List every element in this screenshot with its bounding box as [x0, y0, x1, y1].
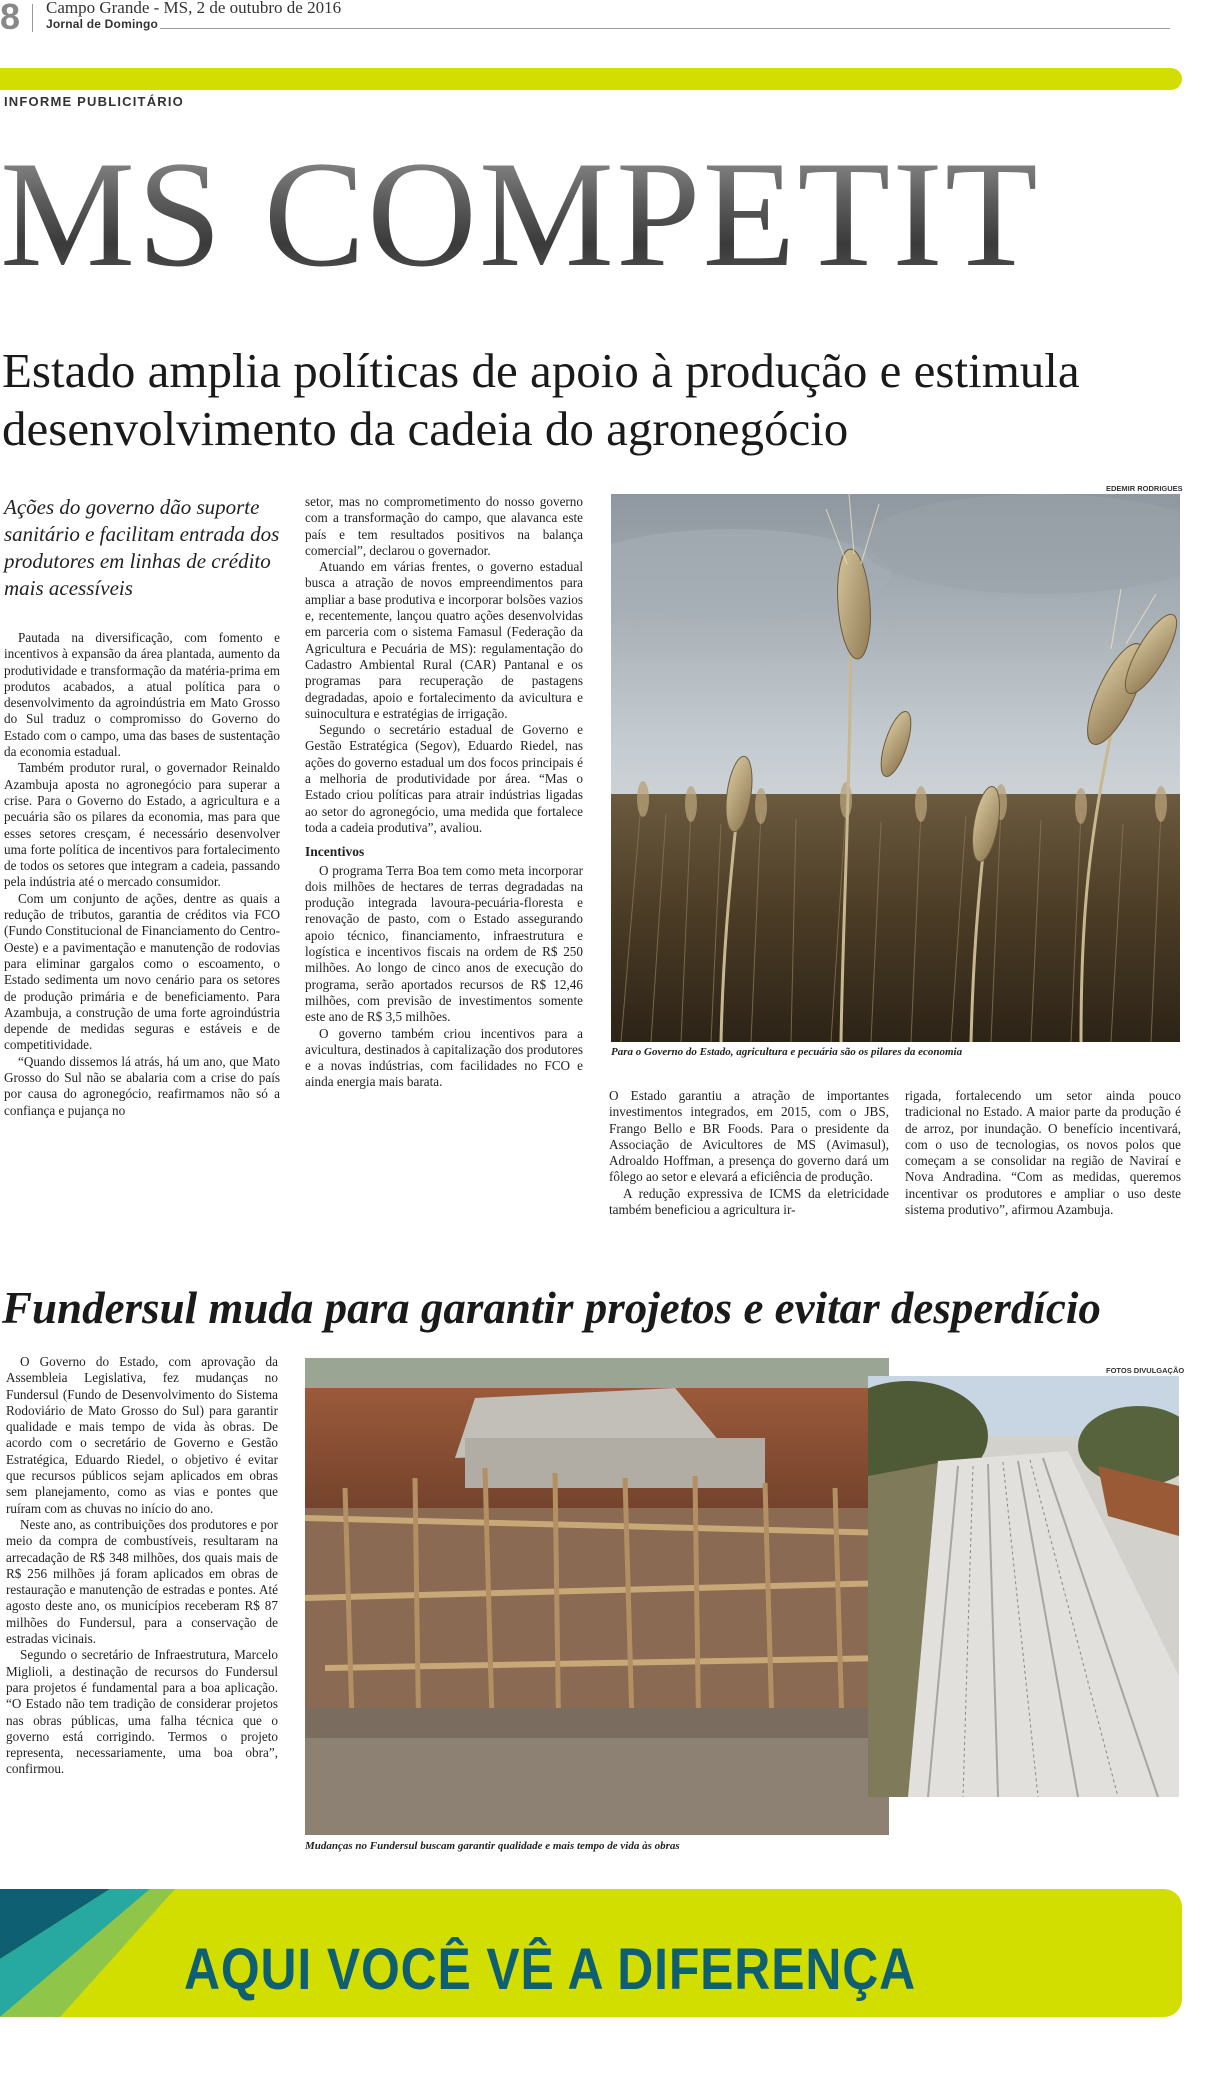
fundersul-column [6, 1354, 278, 1778]
bridge-beams-photo [868, 1376, 1179, 1797]
paragraph: O Governo do Estado, com aprovação da Assembleia Legislativa, fez mudanças no Fundersul (Fundo de Desenvolvimento do Sistema Rodoviário de Mato Grosso do Sul) para garantir qualidade e mais tempo de vida às obras. De acordo com o secretário de Governo e Gestão Estratégica, Eduardo Riedel, o objetivo é evitar que recursos públicos sejam aplicados em obras sem planejamento, como as vias e pontes que ruíram com as chuvas no início do ano. [6, 1354, 278, 1516]
paragraph: Atuando em várias frentes, o governo estadual busca a atração de novos empreendimentos para ampliar a base produtiva e incorporar bolsões vazios e, recentemente, lançou quatro ações desenvolvidas em parceria com o sistema Famasul (Federação da Agricultura e Pecuária de MS): regulamentação do Cadastro Ambiental Rural (CAR) Pantanal e os programas para recuperação de pastagens degradadas, apoio e fortalecimento da avicultura e suinocultura e estratégias de irrigação. [305, 559, 583, 721]
secondary-headline: Fundersul muda para garantir projetos e evitar desperdício [2, 1283, 1101, 1333]
banner-slogan: AQUI VOCÊ VÊ A DIFERENÇA [184, 1937, 916, 2002]
article-column-1 [4, 630, 280, 1119]
header-rule [160, 28, 1170, 29]
article-column-2 [305, 494, 583, 1091]
paragraph: setor, mas no comprometimento do nosso governo com a transformação do campo, que alavanca este país e tem resultados positivos na balança comercial”, declarou o governador. [305, 494, 583, 558]
photo-credit: EDEMIR RODRIGUES [1106, 484, 1183, 493]
photo-credit: FOTOS DIVULGAÇÃO [1106, 1366, 1185, 1375]
photo-caption: Mudanças no Fundersul buscam garantir qualidade e mais tempo de vida às obras [305, 1840, 680, 1852]
header-divider [32, 4, 33, 32]
bridge-construction-photo [305, 1358, 889, 1835]
banner-logo-graphic [0, 1889, 180, 2017]
green-band [0, 68, 1182, 90]
wheat-photo [611, 494, 1180, 1042]
paragraph: A redução expressiva de ICMS da eletricidade também beneficiou a agricultura ir- [609, 1185, 889, 1218]
subhead-incentivos: Incentivos [305, 844, 365, 860]
big-title: MS COMPETIT [0, 130, 1040, 298]
big-title-container [0, 130, 1205, 310]
paragraph: Segundo o secretário de Infraestrutura, Marcelo Miglioli, a destinação de recursos do Fundersul para projetos é fundamental para a boa aplicação. “O Estado não tem tradição de considerar projetos nas obras públicas, uma falha técnica que o governo está corrigindo. Termos o projeto representa, necessariamente, uma boa obra”, confirmou. [6, 1647, 278, 1777]
paragraph: O governo também criou incentivos para a avicultura, destinados à capitalização dos produtores e a novas indústrias, com facilidades no FCO e ainda energia mais barata. [305, 1025, 583, 1090]
page-number: 8 [0, 0, 21, 37]
paragraph: O Estado garantiu a atração de importantes investimentos integrados, em 2015, com o JBS, Frango Bello e BR Foods. Para o presidente da Associação de Avicultores de MS (Avimasul), Adroaldo Hoffman, a presença do governo dará um fôlego ao setor e elevará a eficiência de produção. [609, 1088, 889, 1185]
photo-caption: Para o Governo do Estado, agricultura e pecuária são os pilares da economia [611, 1046, 963, 1058]
lead-deck: Ações do governo dão suporte sanitário e facilitam entrada dos produtores em linhas de crédito mais acessíveis [4, 495, 280, 600]
paragraph: Segundo o secretário estadual de Governo e Gestão Estratégica (Segov), Eduardo Riedel, nas ações do governo estadual um dos focos principais é a melhoria de produtividade por área. “Mas o Estado criou políticas para atrair indústrias ligadas ao setor do agronegócio, uma medida que fortalece toda a cadeia produtiva”, avaliou. [305, 722, 583, 835]
paragraph: “Quando dissemos lá atrás, há um ano, que Mato Grosso do Sul não se abalaria com a crise do país por causa do agronegócio, reafirmamos não só a confiança e pujança no [4, 1053, 280, 1118]
main-headline: Estado amplia políticas de apoio à produção e estimula desenvolvimento da cadeia do agronegócio [2, 343, 1080, 456]
date-line: Campo Grande - MS, 2 de outubro de 2016 [46, 0, 342, 17]
paper-name: Jornal de Domingo [46, 17, 159, 31]
section-label: INFORME PUBLICITÁRIO [4, 94, 184, 109]
paragraph: Pautada na diversificação, com fomento e incentivos à expansão da área plantada, aumento da produtividade e transformação da matéria-prima em produtos acabados, a atual política para o desenvolvimento da agroindústria em Mato Grosso do Sul traduz o compromisso do Governo do Estado com o campo, uma das bases de sustentação da economia estadual. [4, 630, 280, 760]
paragraph: O programa Terra Boa tem como meta incorporar dois milhões de hectares de terras degradadas na produção integrada lavoura-pecuária-floresta e renovação de pasto, com o Estado assegurando apoio técnico, financiamento, infraestrutura e logística e incentivos fiscais na ordem de R$ 250 milhões. Ao longo de cinco anos de execução do programa, serão aportados recursos de R$ 12,46 milhões, com previsão de investimentos somente este ano de R$ 3,5 milhões. [305, 862, 583, 1025]
paragraph: rigada, fortalecendo um setor ainda pouco tradicional no Estado. A maior parte da produção é de arroz, por inundação. O benefício incentivará, com o uso de tecnologias, os novos polos que começam a se consolidar na região de Naviraí e Nova Andradina. “Com as medidas, queremos incentivar os produtores e ampliar o uso deste sistema produtivo”, afirmou Azambuja. [905, 1088, 1181, 1218]
paragraph: Também produtor rural, o governador Reinaldo Azambuja aposta no agronegócio para superar a crise. Para o Governo do Estado, a agricultura e a pecuária são os pilares da economia, mas para que esses setores cresçam, é necessário desenvolver uma forte política de incentivos para fortalecimento de todos os setores que integram a cadeia, passando pela indústria até o mercado consumidor. [4, 760, 280, 890]
article-column-4 [905, 1088, 1181, 1218]
article-column-3 [609, 1088, 889, 1218]
paragraph: Neste ano, as contribuições dos produtores e por meio da compra de combustíveis, resultaram na arrecadação de R$ 348 milhões, dos quais mais de R$ 256 milhões já foram aplicados em obras de restauração e manutenção de estradas e pontes. Até agosto deste ano, os municípios receberam R$ 87 milhões do Fundersul, para a conservação de estradas vicinais. [6, 1516, 278, 1647]
paragraph: Com um conjunto de ações, dentre as quais a redução de tributos, garantia de créditos via FCO (Fundo Constitucional de Financiamento do Centro-Oeste) e a pavimentação e manutenção de rodovias para eliminar gargalos como o escoamento, o Estado sedimenta um novo cenário para os setores de produção primária e de beneficiamento. Para Azambuja, a construção de uma forte agroindústria depende de medidas seguras e estáveis e de competitividade. [4, 890, 280, 1053]
